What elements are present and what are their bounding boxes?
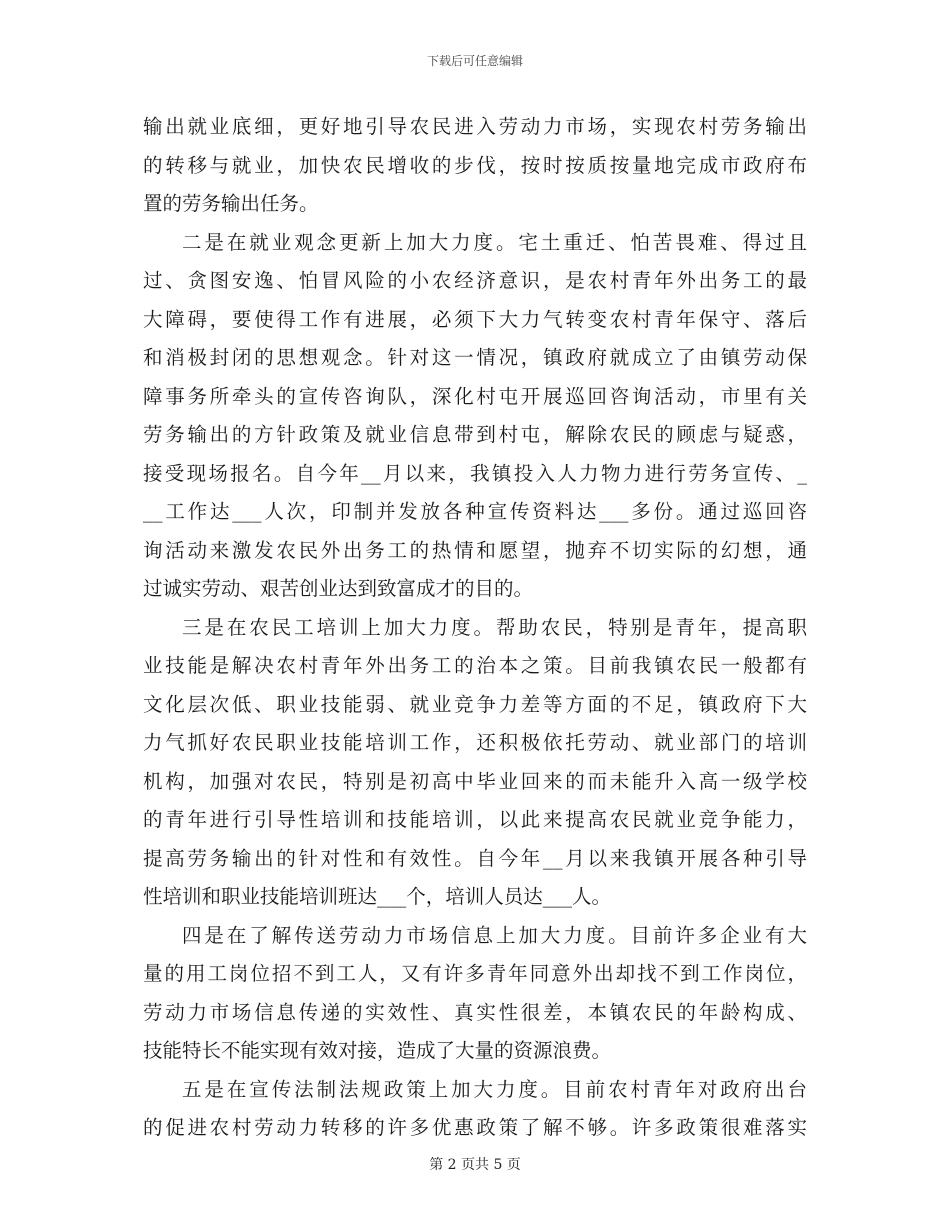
page-footer: 第 2 页共 5 页 (429, 1157, 521, 1173)
text-line: __工作达___人次，印制并发放各种宣传资料达___多份。通过巡回咨 (143, 500, 807, 523)
text-line: 量的用工岗位招不到工人，又有许多青年同意外出却找不到工作岗位， (143, 962, 807, 985)
text-line: 接受现场报名。自今年__月以来，我镇投入人力物力进行劳务宣传、_ (143, 461, 807, 485)
text-line: 力气抓好农民职业技能培训工作，还积极依托劳动、就业部门的培训 (143, 731, 807, 754)
text-line: 过诚实劳动、艰苦创业达到致富成才的目的。 (143, 577, 534, 600)
text-line: 劳动力市场信息传递的实效性、真实性很差，本镇农民的年龄构成、 (143, 1000, 807, 1024)
text-line: 和消极封闭的思想观念。针对这一情况，镇政府就成立了由镇劳动保 (143, 346, 807, 369)
text-line: 文化层次低、职业技能弱、就业竞争力差等方面的不足，镇政府下大 (143, 692, 807, 716)
text-line: 技能特长不能实现有效对接，造成了大量的资源浪费。 (143, 1039, 612, 1062)
text-line: 的促进农村劳动力转移的许多优惠政策了解不够。许多政策很难落实 (143, 1116, 807, 1139)
body-text (143, 108, 807, 1148)
text-line: 大障碍，要使得工作有进展，必须下大力气转变农村青年保守、落后 (143, 307, 807, 331)
text-line: 提高劳务输出的针对性和有效性。自今年__月以来我镇开展各种引导 (143, 846, 807, 870)
paragraph-1 (143, 108, 807, 224)
text-line: 业技能是解决农村青年外出务工的治本之策。目前我镇农民一般都有 (143, 654, 807, 677)
text-line: 询活动来激发农民外出务工的热情和愿望，抛弃不切实际的幻想，通 (143, 538, 807, 562)
text-line: 过、贪图安逸、怕冒风险的小农经济意识，是农村青年外出务工的最 (143, 269, 807, 292)
text-line: 置的劳务输出任务。 (143, 192, 319, 215)
text-line: 四是在了解传送劳动力市场信息上加大力度。目前许多企业有大 (182, 923, 807, 947)
text-line: 五是在宣传法制法规政策上加大力度。目前农村青年对政府出台 (182, 1077, 807, 1101)
text-line: 的转移与就业，加快农民增收的步伐，按时按质按量地完成市政府布 (143, 153, 807, 177)
text-line: 性培训和职业技能培训班达___个，培训人员达___人。 (143, 885, 612, 908)
text-line: 障事务所牵头的宣传咨询队，深化村屯开展巡回咨询活动，市里有关 (143, 384, 807, 408)
text-line: 的青年进行引导性培训和技能培训，以此来提高农民就业竞争能力， (143, 808, 807, 831)
text-line: 三是在农民工培训上加大力度。帮助农民，特别是青年，提高职 (182, 615, 807, 639)
paragraph-5 (143, 1071, 807, 1148)
paragraph-3 (143, 609, 807, 917)
text-line: 输出就业底细，更好地引导农民进入劳动力市场，实现农村劳务输出 (143, 115, 807, 138)
page-header: 下载后可任意编辑 (426, 54, 523, 68)
paragraph-2 (143, 224, 807, 609)
text-line: 劳务输出的方针政策及就业信息带到村屯，解除农民的顾虑与疑惑， (143, 423, 807, 446)
text-line: 机构，加强对农民，特别是初高中毕业回来的而未能升入高一级学校 (143, 769, 807, 793)
paragraph-4 (143, 917, 807, 1071)
text-line: 二是在就业观念更新上加大力度。宅土重迁、怕苦畏难、得过且 (182, 230, 807, 254)
